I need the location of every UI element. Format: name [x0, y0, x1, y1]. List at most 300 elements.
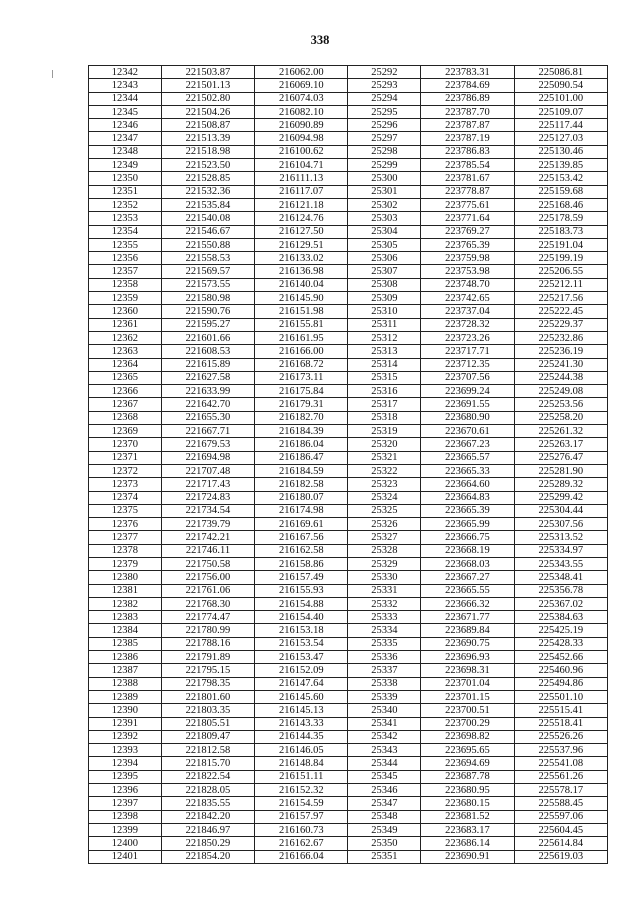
x-left-cell: 221768.30	[161, 597, 254, 610]
y-right-cell: 225578.17	[514, 784, 607, 797]
y-left-cell: 216155.93	[255, 584, 348, 597]
y-right-cell: 225212.11	[514, 278, 607, 291]
y-right-cell: 225588.45	[514, 797, 607, 810]
x-left-cell: 221608.53	[161, 345, 254, 358]
y-right-cell: 225253.56	[514, 398, 607, 411]
table-row	[89, 531, 608, 544]
point-number-right-cell: 25308	[348, 278, 421, 291]
x-left-cell: 221805.51	[161, 717, 254, 730]
x-left-cell: 221590.76	[161, 305, 254, 318]
table-row	[89, 425, 608, 438]
y-left-cell: 216111.13	[255, 172, 348, 185]
y-right-cell: 225217.56	[514, 292, 607, 305]
y-left-cell: 216166.00	[255, 345, 348, 358]
table-row	[89, 557, 608, 570]
point-number-right-cell: 25345	[348, 770, 421, 783]
y-left-cell: 216144.35	[255, 730, 348, 743]
x-right-cell: 223753.98	[421, 265, 514, 278]
x-left-cell: 221573.55	[161, 278, 254, 291]
table-row	[89, 185, 608, 198]
point-number-left-cell: 12343	[89, 79, 162, 92]
y-right-cell: 225348.41	[514, 571, 607, 584]
point-number-left-cell: 12364	[89, 358, 162, 371]
x-right-cell: 223759.98	[421, 252, 514, 265]
table-row	[89, 198, 608, 211]
point-number-left-cell: 12377	[89, 531, 162, 544]
point-number-right-cell: 25305	[348, 238, 421, 251]
x-right-cell: 223698.82	[421, 730, 514, 743]
y-right-cell: 225289.32	[514, 478, 607, 491]
y-right-cell: 225236.19	[514, 345, 607, 358]
x-right-cell: 223785.54	[421, 159, 514, 172]
y-right-cell: 225199.19	[514, 252, 607, 265]
x-right-cell: 223687.78	[421, 770, 514, 783]
table-row	[89, 225, 608, 238]
point-number-left-cell: 12390	[89, 704, 162, 717]
y-left-cell: 216117.07	[255, 185, 348, 198]
table-row	[89, 252, 608, 265]
point-number-right-cell: 25342	[348, 730, 421, 743]
x-left-cell: 221801.60	[161, 690, 254, 703]
point-number-right-cell: 25310	[348, 305, 421, 318]
point-number-right-cell: 25302	[348, 198, 421, 211]
x-right-cell: 223683.17	[421, 823, 514, 836]
point-number-left-cell: 12347	[89, 132, 162, 145]
y-right-cell: 225086.81	[514, 66, 607, 79]
x-left-cell: 221846.97	[161, 823, 254, 836]
y-left-cell: 216146.05	[255, 744, 348, 757]
x-right-cell: 223787.70	[421, 105, 514, 118]
x-right-cell: 223771.64	[421, 212, 514, 225]
point-number-left-cell: 12342	[89, 66, 162, 79]
point-number-right-cell: 25325	[348, 504, 421, 517]
y-left-cell: 216162.67	[255, 837, 348, 850]
point-number-right-cell: 25350	[348, 837, 421, 850]
point-number-left-cell: 12357	[89, 265, 162, 278]
x-left-cell: 221550.88	[161, 238, 254, 251]
x-right-cell: 223699.24	[421, 385, 514, 398]
x-left-cell: 221739.79	[161, 518, 254, 531]
x-right-cell: 223665.55	[421, 584, 514, 597]
table-row	[89, 651, 608, 664]
y-right-cell: 225494.86	[514, 677, 607, 690]
table-row	[89, 345, 608, 358]
x-left-cell: 221569.57	[161, 265, 254, 278]
point-number-left-cell: 12397	[89, 797, 162, 810]
point-number-right-cell: 25326	[348, 518, 421, 531]
point-number-left-cell: 12351	[89, 185, 162, 198]
x-left-cell: 221513.39	[161, 132, 254, 145]
table-row	[89, 611, 608, 624]
point-number-left-cell: 12395	[89, 770, 162, 783]
table-row	[89, 305, 608, 318]
table-row	[89, 664, 608, 677]
y-left-cell: 216104.71	[255, 159, 348, 172]
x-left-cell: 221633.99	[161, 385, 254, 398]
y-left-cell: 216168.72	[255, 358, 348, 371]
point-number-right-cell: 25297	[348, 132, 421, 145]
y-right-cell: 225526.26	[514, 730, 607, 743]
point-number-right-cell: 25349	[348, 823, 421, 836]
table-row	[89, 744, 608, 757]
table-row	[89, 145, 608, 158]
x-right-cell: 223666.32	[421, 597, 514, 610]
point-number-right-cell: 25323	[348, 478, 421, 491]
point-number-right-cell: 25331	[348, 584, 421, 597]
x-right-cell: 223691.55	[421, 398, 514, 411]
point-number-right-cell: 25329	[348, 557, 421, 570]
point-number-left-cell: 12361	[89, 318, 162, 331]
point-number-right-cell: 25312	[348, 331, 421, 344]
x-right-cell: 223681.52	[421, 810, 514, 823]
y-left-cell: 216133.02	[255, 252, 348, 265]
point-number-left-cell: 12401	[89, 850, 162, 863]
x-right-cell: 223680.90	[421, 411, 514, 424]
table-row	[89, 704, 608, 717]
point-number-right-cell: 25296	[348, 119, 421, 132]
x-right-cell: 223712.35	[421, 358, 514, 371]
y-right-cell: 225178.59	[514, 212, 607, 225]
point-number-left-cell: 12371	[89, 451, 162, 464]
y-left-cell: 216160.73	[255, 823, 348, 836]
y-left-cell: 216136.98	[255, 265, 348, 278]
table-row	[89, 491, 608, 504]
x-right-cell: 223742.65	[421, 292, 514, 305]
y-right-cell: 225139.85	[514, 159, 607, 172]
table-row	[89, 238, 608, 251]
point-number-left-cell: 12400	[89, 837, 162, 850]
point-number-left-cell: 12387	[89, 664, 162, 677]
x-left-cell: 221835.55	[161, 797, 254, 810]
y-left-cell: 216124.76	[255, 212, 348, 225]
x-left-cell: 221546.67	[161, 225, 254, 238]
point-number-right-cell: 25341	[348, 717, 421, 730]
point-number-right-cell: 25324	[348, 491, 421, 504]
y-left-cell: 216153.18	[255, 624, 348, 637]
point-number-left-cell: 12362	[89, 331, 162, 344]
x-right-cell: 223694.69	[421, 757, 514, 770]
x-left-cell: 221724.83	[161, 491, 254, 504]
y-left-cell: 216157.97	[255, 810, 348, 823]
point-number-right-cell: 25340	[348, 704, 421, 717]
y-left-cell: 216145.13	[255, 704, 348, 717]
table-row	[89, 597, 608, 610]
y-left-cell: 216145.90	[255, 292, 348, 305]
y-right-cell: 225304.44	[514, 504, 607, 517]
y-right-cell: 225222.45	[514, 305, 607, 318]
point-number-right-cell: 25330	[348, 571, 421, 584]
y-left-cell: 216090.89	[255, 119, 348, 132]
x-left-cell: 221503.87	[161, 66, 254, 79]
point-number-right-cell: 25316	[348, 385, 421, 398]
x-right-cell: 223781.67	[421, 172, 514, 185]
x-right-cell: 223680.15	[421, 797, 514, 810]
x-left-cell: 221535.84	[161, 198, 254, 211]
x-left-cell: 221822.54	[161, 770, 254, 783]
point-number-right-cell: 25336	[348, 651, 421, 664]
y-right-cell: 225276.47	[514, 451, 607, 464]
table-row	[89, 584, 608, 597]
x-left-cell: 221601.66	[161, 331, 254, 344]
y-right-cell: 225258.20	[514, 411, 607, 424]
point-number-right-cell: 25328	[348, 544, 421, 557]
y-left-cell: 216147.64	[255, 677, 348, 690]
table-row	[89, 637, 608, 650]
point-number-right-cell: 25351	[348, 850, 421, 863]
table-row	[89, 677, 608, 690]
table-row	[89, 810, 608, 823]
x-left-cell: 221798.35	[161, 677, 254, 690]
point-number-right-cell: 25318	[348, 411, 421, 424]
point-number-left-cell: 12396	[89, 784, 162, 797]
x-left-cell: 221558.53	[161, 252, 254, 265]
x-left-cell: 221746.11	[161, 544, 254, 557]
point-number-right-cell: 25317	[348, 398, 421, 411]
point-number-right-cell: 25294	[348, 92, 421, 105]
y-left-cell: 216162.58	[255, 544, 348, 557]
x-right-cell: 223765.39	[421, 238, 514, 251]
x-left-cell: 221518.98	[161, 145, 254, 158]
x-left-cell: 221761.06	[161, 584, 254, 597]
x-right-cell: 223783.31	[421, 66, 514, 79]
table-row	[89, 132, 608, 145]
y-right-cell: 225619.03	[514, 850, 607, 863]
x-right-cell: 223667.23	[421, 438, 514, 451]
x-left-cell: 221540.08	[161, 212, 254, 225]
x-left-cell: 221842.20	[161, 810, 254, 823]
x-right-cell: 223690.75	[421, 637, 514, 650]
point-number-left-cell: 12373	[89, 478, 162, 491]
table-row	[89, 212, 608, 225]
point-number-right-cell: 25292	[348, 66, 421, 79]
point-number-left-cell: 12379	[89, 557, 162, 570]
table-row	[89, 92, 608, 105]
y-left-cell: 216154.88	[255, 597, 348, 610]
x-right-cell: 223671.77	[421, 611, 514, 624]
x-right-cell: 223667.27	[421, 571, 514, 584]
table-row	[89, 292, 608, 305]
point-number-left-cell: 12386	[89, 651, 162, 664]
y-right-cell: 225501.10	[514, 690, 607, 703]
y-left-cell: 216175.84	[255, 385, 348, 398]
table-row	[89, 797, 608, 810]
y-left-cell: 216180.07	[255, 491, 348, 504]
y-left-cell: 216157.49	[255, 571, 348, 584]
point-number-left-cell: 12385	[89, 637, 162, 650]
point-number-left-cell: 12353	[89, 212, 162, 225]
point-number-right-cell: 25335	[348, 637, 421, 650]
x-left-cell: 221791.89	[161, 651, 254, 664]
x-right-cell: 223665.57	[421, 451, 514, 464]
table-row	[89, 823, 608, 836]
point-number-right-cell: 25315	[348, 371, 421, 384]
y-right-cell: 225561.26	[514, 770, 607, 783]
point-number-right-cell: 25347	[348, 797, 421, 810]
y-left-cell: 216155.81	[255, 318, 348, 331]
y-left-cell: 216127.50	[255, 225, 348, 238]
table-row	[89, 159, 608, 172]
x-right-cell: 223784.69	[421, 79, 514, 92]
table-row	[89, 690, 608, 703]
point-number-right-cell: 25306	[348, 252, 421, 265]
point-number-left-cell: 12375	[89, 504, 162, 517]
point-number-left-cell: 12398	[89, 810, 162, 823]
y-right-cell: 225244.38	[514, 371, 607, 384]
y-left-cell: 216121.18	[255, 198, 348, 211]
y-left-cell: 216100.62	[255, 145, 348, 158]
y-left-cell: 216129.51	[255, 238, 348, 251]
y-right-cell: 225367.02	[514, 597, 607, 610]
x-left-cell: 221504.26	[161, 105, 254, 118]
point-number-left-cell: 12392	[89, 730, 162, 743]
x-left-cell: 221528.85	[161, 172, 254, 185]
point-number-left-cell: 12366	[89, 385, 162, 398]
point-number-right-cell: 25327	[348, 531, 421, 544]
point-number-left-cell: 12380	[89, 571, 162, 584]
x-left-cell: 221850.29	[161, 837, 254, 850]
table-row	[89, 757, 608, 770]
x-left-cell: 221508.87	[161, 119, 254, 132]
table-row	[89, 318, 608, 331]
y-left-cell: 216062.00	[255, 66, 348, 79]
y-right-cell: 225183.73	[514, 225, 607, 238]
table-row	[89, 119, 608, 132]
x-left-cell: 221694.98	[161, 451, 254, 464]
y-left-cell: 216145.60	[255, 690, 348, 703]
y-right-cell: 225604.45	[514, 823, 607, 836]
x-right-cell: 223723.26	[421, 331, 514, 344]
point-number-left-cell: 12344	[89, 92, 162, 105]
y-right-cell: 225452.66	[514, 651, 607, 664]
y-left-cell: 216151.98	[255, 305, 348, 318]
table-row	[89, 770, 608, 783]
point-number-left-cell: 12358	[89, 278, 162, 291]
point-number-left-cell: 12391	[89, 717, 162, 730]
y-right-cell: 225109.07	[514, 105, 607, 118]
point-number-left-cell: 12346	[89, 119, 162, 132]
x-right-cell: 223690.91	[421, 850, 514, 863]
point-number-left-cell: 12365	[89, 371, 162, 384]
table-row	[89, 850, 608, 863]
x-right-cell: 223700.29	[421, 717, 514, 730]
x-left-cell: 221642.70	[161, 398, 254, 411]
y-right-cell: 225249.08	[514, 385, 607, 398]
point-number-left-cell: 12393	[89, 744, 162, 757]
table-row	[89, 624, 608, 637]
table-row	[89, 837, 608, 850]
y-left-cell: 216154.40	[255, 611, 348, 624]
y-left-cell: 216166.04	[255, 850, 348, 863]
x-right-cell: 223775.61	[421, 198, 514, 211]
coordinates-table	[88, 65, 608, 864]
point-number-right-cell: 25348	[348, 810, 421, 823]
point-number-right-cell: 25293	[348, 79, 421, 92]
x-left-cell: 221809.47	[161, 730, 254, 743]
table-row	[89, 518, 608, 531]
y-right-cell: 225307.56	[514, 518, 607, 531]
y-right-cell: 225614.84	[514, 837, 607, 850]
x-right-cell: 223668.19	[421, 544, 514, 557]
point-number-left-cell: 12394	[89, 757, 162, 770]
point-number-right-cell: 25301	[348, 185, 421, 198]
y-left-cell: 216082.10	[255, 105, 348, 118]
table-row	[89, 504, 608, 517]
x-right-cell: 223787.87	[421, 119, 514, 132]
point-number-left-cell: 12389	[89, 690, 162, 703]
table-row	[89, 544, 608, 557]
margin-mark	[52, 70, 53, 78]
x-right-cell: 223670.61	[421, 425, 514, 438]
y-left-cell: 216184.39	[255, 425, 348, 438]
point-number-left-cell: 12345	[89, 105, 162, 118]
x-left-cell: 221756.00	[161, 571, 254, 584]
point-number-right-cell: 25309	[348, 292, 421, 305]
y-left-cell: 216074.03	[255, 92, 348, 105]
x-left-cell: 221788.16	[161, 637, 254, 650]
x-right-cell: 223769.27	[421, 225, 514, 238]
y-left-cell: 216140.04	[255, 278, 348, 291]
x-right-cell: 223664.83	[421, 491, 514, 504]
table-row	[89, 105, 608, 118]
table-row	[89, 358, 608, 371]
x-left-cell: 221595.27	[161, 318, 254, 331]
y-right-cell: 225537.96	[514, 744, 607, 757]
x-right-cell: 223666.75	[421, 531, 514, 544]
table-row	[89, 398, 608, 411]
point-number-left-cell: 12374	[89, 491, 162, 504]
point-number-right-cell: 25319	[348, 425, 421, 438]
y-right-cell: 225168.46	[514, 198, 607, 211]
point-number-left-cell: 12370	[89, 438, 162, 451]
table-row	[89, 79, 608, 92]
y-left-cell: 216152.09	[255, 664, 348, 677]
y-left-cell: 216173.11	[255, 371, 348, 384]
y-left-cell: 216174.98	[255, 504, 348, 517]
y-right-cell: 225334.97	[514, 544, 607, 557]
x-left-cell: 221795.15	[161, 664, 254, 677]
y-right-cell: 225343.55	[514, 557, 607, 570]
point-number-right-cell: 25334	[348, 624, 421, 637]
point-number-left-cell: 12356	[89, 252, 162, 265]
point-number-left-cell: 12384	[89, 624, 162, 637]
point-number-left-cell: 12376	[89, 518, 162, 531]
point-number-left-cell: 12363	[89, 345, 162, 358]
point-number-right-cell: 25338	[348, 677, 421, 690]
y-right-cell: 225518.41	[514, 717, 607, 730]
table-row	[89, 66, 608, 79]
point-number-right-cell: 25337	[348, 664, 421, 677]
point-number-right-cell: 25313	[348, 345, 421, 358]
x-right-cell: 223786.83	[421, 145, 514, 158]
x-left-cell: 221655.30	[161, 411, 254, 424]
point-number-left-cell: 12348	[89, 145, 162, 158]
y-right-cell: 225313.52	[514, 531, 607, 544]
x-left-cell: 221812.58	[161, 744, 254, 757]
y-right-cell: 225541.08	[514, 757, 607, 770]
x-right-cell: 223668.03	[421, 557, 514, 570]
x-right-cell: 223696.93	[421, 651, 514, 664]
x-right-cell: 223665.33	[421, 464, 514, 477]
x-right-cell: 223778.87	[421, 185, 514, 198]
table-row	[89, 172, 608, 185]
x-right-cell: 223728.32	[421, 318, 514, 331]
point-number-right-cell: 25307	[348, 265, 421, 278]
y-right-cell: 225241.30	[514, 358, 607, 371]
x-left-cell: 221780.99	[161, 624, 254, 637]
y-left-cell: 216182.70	[255, 411, 348, 424]
point-number-left-cell: 12399	[89, 823, 162, 836]
point-number-right-cell: 25299	[348, 159, 421, 172]
